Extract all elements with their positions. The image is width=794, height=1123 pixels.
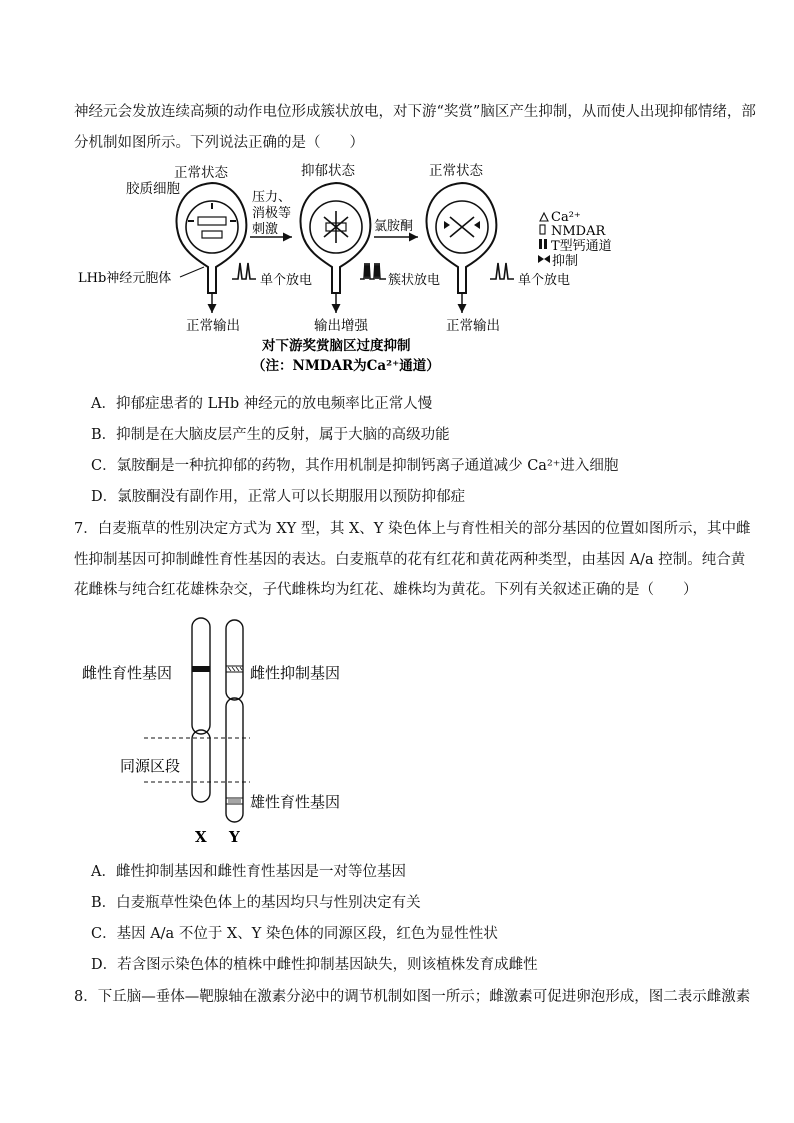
calcium-triangle-icon	[540, 213, 548, 221]
neuron-cell-depressed	[300, 183, 370, 313]
arrow1-line2: 消极等	[252, 206, 292, 221]
trace-single-right	[490, 263, 514, 279]
label-homologous-region: 同源区段	[120, 757, 181, 775]
q7-option-c[interactable]: C．基因 A/a 不位于 X、Y 染色体的同源区段，红色为显性性状	[91, 926, 498, 942]
q7-stem-line-2: 性抑制基因可抑制雌性育性基因的表达。白麦瓶草的花有红花和黄花两种类型，由基因 A/a 控制。纯合黄	[74, 552, 746, 568]
label-normal-state-left: 正常状态	[174, 165, 228, 181]
label-female-fertility-gene: 雌性育性基因	[82, 664, 173, 682]
q6-option-c[interactable]: C．氯胺酮是一种抗抑郁的药物，其作用机制是抑制钙离子通道减少 Ca²⁺进入细胞	[91, 458, 619, 474]
arrow2-label: 氯胺酮	[374, 219, 414, 234]
q6-stem-line-1: 神经元会发放连续高频的动作电位形成簇状放电，对下游“奖赏”脑区产生抑制，从而使人出现抑郁情绪，部	[74, 104, 756, 120]
legend-nmdar: NMDAR	[551, 224, 606, 239]
figure1-caption-line2: （注：NMDAR为Ca²⁺通道）	[252, 358, 440, 374]
label-lhb-soma: LHb神经元胞体	[78, 271, 172, 286]
label-output-normal-right: 正常输出	[446, 318, 500, 334]
y-chromosome	[226, 620, 243, 822]
q7-option-d[interactable]: D．若含图示染色体的植株中雌性抑制基因缺失，则该植株发育成雌性	[91, 957, 538, 973]
t-channel-bar-icon-b	[544, 239, 547, 249]
q7-option-b[interactable]: B．白麦瓶草性染色体上的基因均只与性别决定有关	[91, 895, 421, 911]
q6-stem-line-2: 分机制如图所示。下列说法正确的是（ ）	[74, 135, 364, 151]
label-output-enhanced: 输出增强	[314, 318, 368, 334]
figure1-caption-line1: 对下游奖赏脑区过度抑制	[262, 338, 411, 354]
q7-stem-line-3: 花雌株与纯合红花雄株杂交，子代雌株均为红花、雄株均为黄花。下列有关叙述正确的是（ ）	[74, 582, 698, 598]
female-fertility-gene-band	[192, 666, 210, 672]
label-female-suppressor-gene: 雌性抑制基因	[250, 664, 341, 682]
neuron-cell-treated	[426, 183, 496, 313]
label-depressed-state: 抑郁状态	[301, 163, 355, 179]
chromosome-figure	[74, 612, 394, 852]
label-male-fertility-gene: 雄性育性基因	[250, 793, 341, 811]
label-output-normal-left: 正常输出	[186, 318, 240, 334]
legend-inhibit: 抑制	[552, 254, 579, 269]
male-fertility-gene-band	[226, 798, 243, 804]
arrow1-line3: 刺激	[252, 222, 279, 237]
label-single-discharge-left: 单个放电	[260, 273, 313, 288]
label-burst-discharge: 簇状放电	[388, 273, 441, 288]
figure1-legend	[538, 210, 612, 269]
label-glia-cell: 胶质细胞	[126, 181, 180, 197]
trace-burst	[360, 263, 386, 279]
x-chromosome	[192, 618, 210, 802]
q6-option-a[interactable]: A．抑郁症患者的 LHb 神经元的放电频率比正常人慢	[91, 396, 433, 412]
label-normal-state-right: 正常状态	[429, 163, 483, 179]
neuron-mechanism-figure	[74, 155, 634, 380]
inhibit-bowtie-icon	[538, 255, 550, 263]
trace-single-left	[232, 263, 256, 279]
q8-stem-line-1: 8．下丘脑—垂体—靶腺轴在激素分泌中的调节机制如图一所示；雌激素可促进卵泡形成，图二表示雌激素	[74, 989, 751, 1005]
nmdar-rect-icon	[540, 225, 545, 234]
legend-calcium: Ca²⁺	[551, 210, 581, 225]
female-suppressor-gene-band	[226, 666, 243, 672]
q6-option-b[interactable]: B．抑制是在大脑皮层产生的反射，属于大脑的高级功能	[91, 427, 450, 443]
q7-option-a[interactable]: A．雌性抑制基因和雌性育性基因是一对等位基因	[91, 864, 406, 880]
label-y: Y	[229, 828, 240, 846]
label-x: X	[195, 828, 207, 846]
arrow1-line1: 压力、	[252, 190, 292, 205]
label-single-discharge-right: 单个放电	[518, 273, 571, 288]
neuron-cell-normal	[176, 183, 246, 313]
t-channel-bar-icon-a	[539, 239, 542, 249]
q7-stem-line-1: 7．白麦瓶草的性别决定方式为 XY 型，其 X、Y 染色体上与育性相关的部分基因的位置如图所示，其中雌	[74, 521, 751, 537]
q6-option-d[interactable]: D．氯胺酮没有副作用，正常人可以长期服用以预防抑郁症	[91, 489, 466, 505]
legend-t-channel: T型钙通道	[551, 239, 612, 254]
